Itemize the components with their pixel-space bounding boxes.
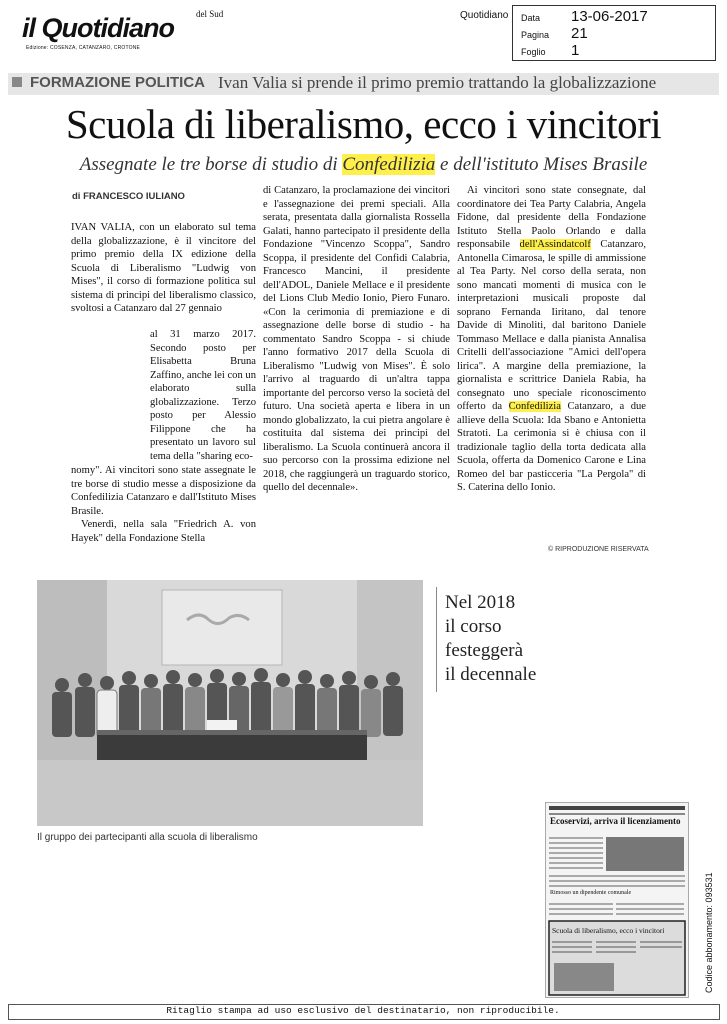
kicker-title: Ivan Valia si prende il primo premio trattando la globalizzazione	[218, 73, 657, 92]
col3-highlight-assindatcolf: dell'Assindatcolf	[519, 239, 591, 250]
column-3	[457, 184, 646, 495]
group-photo	[37, 580, 423, 826]
page-thumbnail	[545, 802, 689, 998]
subscription-code-vertical	[702, 855, 716, 995]
col2-text: di Catanzaro, la proclamazione dei vincitori e l'assegnazione dei premi speciali. Alla serata, presentata dalla giornalista Rossella Galati, hanno partecipato il presidente della Fondazione "Vincenzo Scoppa", Sandro Scoppa, il presidente del Confidi Calabria, Francesco Mancini, il presidente dell'ADOL, Daniele Mellace e il presidente del Lions Club Medio Ionio, Piero Funaro. «Con la cerimonia di premiazione e di assegnazione delle borse di studio - ha commentato Sandro Scoppa - si chiude l'anno formativo 2017 della Scuola di Liberalismo "Ludwig von Mises". È solo l'arrivo al traguardo di un'altra tappa importante del percorso verso la società del futuro. Una società aperta e libera in un mondo globalizzato, la cui pietra angolare è costituita dal sistema dei principi del liberalismo. La Scuola continuerà ancora il suo percorso con la prossima edizione nel 2018, che raggiungerà un traguardo storico, quello del decennale».	[263, 185, 450, 493]
foglio-value: 1	[571, 42, 580, 59]
kicker: FORMAZIONE POLITICA	[30, 74, 205, 91]
metadata-box	[512, 5, 716, 61]
thumb-headline: Ecoservizi, arriva il licenziamento	[550, 816, 681, 826]
column-1-bottom	[71, 464, 256, 545]
headline: Scuola di liberalismo, ecco i vincitori	[65, 101, 662, 147]
data-label: Data	[521, 13, 541, 23]
kicker-square-icon	[12, 77, 22, 87]
col1-narrow-text: al 31 marzo 2017. Secondo posto per Elisabetta Bruna Zaffino, anche lei con un elaborato sulla globalizzazione. Terzo posto per Alessio Filippone che ha presentato un lavoro sul tema della "sharing eco-	[150, 329, 256, 462]
pagina-value: 21	[571, 25, 588, 42]
col3-text	[457, 184, 646, 495]
col1-top-text: IVAN VALIA, con un elaborato sul tema della globalizzazione, è il vincitore del primo premio della IX edizione della Scuola di Liberalismo "Ludwig von Mises", il corso di formazione politica sul sistema di principi del liberalismo classico, svoltosi a Catanzaro dal 27 gennaio	[71, 222, 256, 314]
subhead-pre: Assegnate le tre borse di studio di	[79, 154, 343, 175]
col1-bottom-para-1: nomy". Ai vincitori sono state assegnate le tre borse di studio messe a disposizione da Confedilizia Catanzaro e dall'Istituto Mises Brasile.	[71, 465, 256, 517]
newspaper-logo-tagline: Edizione: COSENZA, CATANZARO, CROTONE	[26, 45, 141, 51]
publication-name: Quotidiano	[460, 10, 509, 21]
pullquote-line: il decennale	[445, 664, 537, 685]
pullquote-line: festeggerà	[445, 640, 524, 661]
page-thumbnail-illustration	[546, 803, 688, 997]
foglio-label: Foglio	[521, 47, 546, 57]
footer-notice: Ritaglio stampa ad uso esclusivo del destinatario, non riproducibile.	[166, 1005, 560, 1016]
thumb-subheadline: Rimosso un dipendente comunale	[550, 890, 632, 896]
subheadline	[0, 154, 727, 176]
copyright-notice: © RIPRODUZIONE RISERVATA	[548, 546, 649, 553]
group-photo-illustration	[37, 580, 423, 826]
pullquote-line: il corso	[445, 616, 502, 637]
byline: di FRANCESCO IULIANO	[72, 191, 185, 202]
photo-caption: Il gruppo dei partecipanti alla scuola di liberalismo	[37, 832, 258, 843]
pullquote-line: Nel 2018	[445, 592, 516, 613]
pullquote-rule	[436, 587, 437, 692]
newspaper-logo-sub: del Sud	[196, 9, 224, 19]
pullquote	[445, 591, 536, 687]
col3-text-a: Ai vincitori sono state consegnate, dal coordinatore dei Tea Party Calabria, Angela Fidone, dal presidente della Fondazione Istituto Stella Paolo Orlando e dalla responsabile	[457, 185, 646, 250]
thumb-article-headline: Scuola di liberalismo, ecco i vincitori	[552, 926, 665, 935]
subhead-highlight: Confedilizia	[342, 154, 436, 175]
column-1-narrow	[150, 328, 256, 463]
subscription-code-text: Codice abbonamento: 093531	[704, 872, 714, 993]
pagina-label: Pagina	[521, 30, 550, 40]
col3-text-c: Catanzaro, a due allieve della Scuola: Ida Sbano e Antonietta Stratoti. La cerimonia si è chiusa con il tradizionale taglio della torta dedicata alla Scuola, offerta da Domenico Carone e Lina Romeo del bar pasticceria "La Pergola" di S. Caterina dello Ionio.	[457, 401, 646, 493]
column-1-top	[71, 221, 256, 316]
col3-text-b: Catanzaro, Antonella Cimarosa, le spille di ammissione al Tea Party. Nel corso della serata, non sono mancati momenti di musica con le interpretazioni musicali proposte dal soprano Fernanda Iiritano, dal tenore Davide di Minoliti, dal baritono Daniele Tommaso Mellace e dalla pianista Annalisa Critelli dell'associazione "Amici dell'opera lirica". A margine della premiazione, la giornalista e scrittrice Daniela Rabia, ha consegnato uno speciale riconoscimento offerto da	[457, 239, 646, 412]
col1-bottom-para-2: Venerdì, nella sala "Friedrich A. von Hayek" della Fondazione Stella	[71, 519, 256, 544]
subhead-post: e dell'istituto Mises Brasile	[435, 154, 648, 175]
data-value: 13-06-2017	[571, 8, 648, 25]
column-2	[263, 184, 450, 495]
col3-highlight-confedilizia: Confedilizia	[508, 401, 561, 412]
newspaper-logo: il Quotidiano	[22, 13, 174, 43]
subscription-code	[702, 855, 716, 995]
